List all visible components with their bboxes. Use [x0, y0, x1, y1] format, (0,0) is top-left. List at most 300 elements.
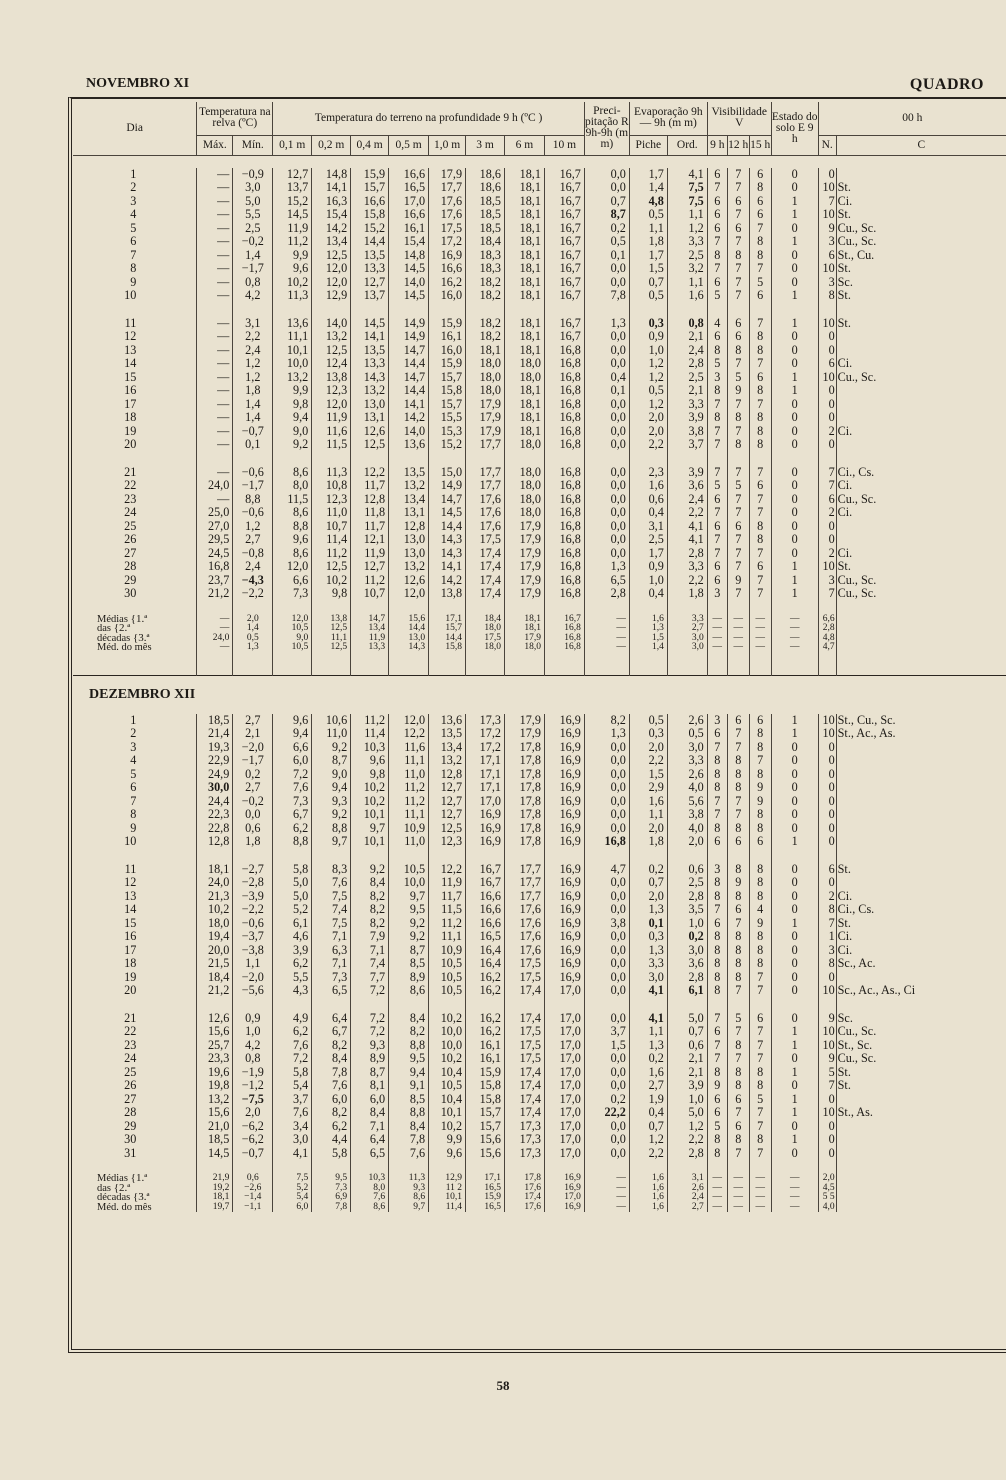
table-row	[73, 822, 1006, 836]
table-cell: 8	[707, 781, 727, 795]
table-cell: 2,3	[629, 466, 667, 480]
table-cell: 1,7	[629, 547, 667, 561]
table-cell: 18,1	[504, 195, 544, 209]
table-cell: 16,8	[544, 560, 584, 574]
table-cell: 16,9	[544, 957, 584, 971]
table-cell: 19	[124, 969, 137, 984]
col-max: Máx.	[197, 135, 233, 155]
table-cell: 16,8	[584, 835, 629, 849]
table-cell: 8,2	[351, 903, 389, 917]
table-cell: 21,5	[197, 957, 233, 971]
table-cell: 1,1	[629, 808, 667, 822]
table-cell: 17,5	[466, 634, 505, 644]
table-cell: 1,3	[584, 317, 629, 331]
table-cell: 8	[749, 957, 771, 971]
table-cell: —	[771, 1174, 818, 1184]
table-cell: 15,8	[466, 1079, 505, 1093]
table-cell: 6	[749, 1012, 771, 1026]
table-cell: 8	[749, 944, 771, 958]
table-cell: 7	[707, 741, 727, 755]
table-cell: 1,3	[233, 643, 273, 653]
table-cell: 10,4	[429, 1066, 466, 1080]
table-cell: 8	[727, 957, 749, 971]
table-cell: 10,5	[429, 984, 466, 998]
table-cell: 7	[749, 971, 771, 985]
table-cell: 20	[124, 983, 137, 997]
table-cell: 25,7	[197, 1039, 233, 1053]
table-cell: 4,2	[233, 1039, 273, 1053]
table-cell: 18,6	[466, 181, 505, 195]
table-cell: 3	[707, 371, 727, 385]
table-cell: 7	[707, 438, 727, 452]
table-cell: 1,8	[629, 235, 667, 249]
table-cell: 17,0	[544, 1120, 584, 1134]
table-cell	[836, 822, 1006, 836]
table-cell: 18,2	[466, 276, 505, 290]
table-cell: 2,7	[629, 1079, 667, 1093]
table-cell: 24,0	[197, 876, 233, 890]
table-cell: 29,5	[197, 533, 233, 547]
table-cell: −3,9	[233, 890, 273, 904]
table-cell: 14,5	[197, 1147, 233, 1161]
quadro-header: QUADRO	[909, 76, 984, 93]
table-cell: 17,7	[466, 438, 505, 452]
table-cell: 1,3	[629, 903, 667, 917]
table-cell: 12,5	[312, 560, 351, 574]
table-cell: 1	[818, 930, 836, 944]
table-cell: 8	[727, 249, 749, 263]
table-cell: 17,6	[466, 520, 505, 534]
table-cell: 6,0	[273, 1203, 312, 1213]
table-cell: 12,0	[312, 262, 351, 276]
table-cell: 3,0	[629, 971, 667, 985]
table-cell: 0,0	[584, 398, 629, 412]
table-cell: 8	[749, 822, 771, 836]
table-cell: 10	[818, 714, 836, 728]
table-cell: St., Ac., As.	[836, 727, 1006, 741]
table-cell: 8	[749, 533, 771, 547]
table-cell: 2,8	[667, 890, 707, 904]
table-cell: —	[727, 1184, 749, 1194]
table-cell: 12,9	[312, 289, 351, 303]
decade-ordinal: {1.ª	[127, 612, 148, 625]
table-cell: 6	[707, 917, 727, 931]
table-cell: −0,6	[233, 466, 273, 480]
table-cell: 1,2	[667, 222, 707, 236]
table-cell: 9	[707, 1079, 727, 1093]
table-cell: 17,8	[504, 822, 544, 836]
table-cell: 12,6	[351, 425, 389, 439]
table-cell: 1	[130, 166, 137, 181]
table-cell: 1,2	[629, 357, 667, 371]
table-cell: 7	[727, 1052, 749, 1066]
table-cell: 15,8	[351, 208, 389, 222]
table-cell: 7,4	[312, 903, 351, 917]
table-cell: St.	[836, 917, 1006, 931]
table-cell: 14,3	[429, 533, 466, 547]
table-cell: 10,4	[429, 1093, 466, 1107]
spacer-row	[73, 303, 1006, 317]
table-cell: 10	[818, 727, 836, 741]
col-ord: Ord.	[667, 135, 707, 155]
table-cell: 17,7	[466, 479, 505, 493]
table-cell: 2,4	[667, 493, 707, 507]
table-cell: 2,0	[629, 425, 667, 439]
table-cell: −1,7	[233, 262, 273, 276]
table-cell: 6,4	[351, 1133, 389, 1147]
table-row	[73, 917, 1006, 931]
table-cell: 3,3	[667, 754, 707, 768]
table-cell: 7	[707, 903, 727, 917]
table-cell: 16,5	[466, 1184, 505, 1194]
table-cell	[836, 624, 1006, 634]
table-cell: St.	[836, 181, 1006, 195]
table-cell: 22,2	[584, 1106, 629, 1120]
table-cell: 14	[124, 356, 137, 370]
table-cell: 17,6	[504, 903, 544, 917]
table-cell: 0	[771, 222, 818, 236]
table-cell: 18,0	[504, 506, 544, 520]
table-cell: 12,0	[389, 587, 429, 601]
table-cell: 5	[749, 1093, 771, 1107]
table-cell: 13,0	[389, 634, 429, 644]
table-cell: 0,0	[584, 1012, 629, 1026]
table-row	[73, 466, 1006, 480]
table-cell: 15,5	[429, 411, 466, 425]
table-cell: 9,5	[389, 903, 429, 917]
table-cell: −1,9	[233, 1066, 273, 1080]
table-cell: 11,4	[351, 727, 389, 741]
table-cell: 15,6	[466, 1147, 505, 1161]
table-cell: 10,9	[389, 822, 429, 836]
table-cell: 9,6	[273, 714, 312, 728]
table-cell: 0,5	[584, 235, 629, 249]
table-cell: 9	[727, 384, 749, 398]
table-cell: 17,8	[504, 781, 544, 795]
table-cell: 8,8	[389, 1106, 429, 1120]
table-cell: —	[771, 1184, 818, 1194]
table-cell: 13,3	[351, 262, 389, 276]
table-cell: 8	[727, 890, 749, 904]
table-cell: 24,4	[197, 795, 233, 809]
table-cell: 17,8	[504, 808, 544, 822]
table-cell: 8	[727, 863, 749, 877]
table-cell: 9,6	[351, 754, 389, 768]
table-cell: —	[707, 615, 727, 625]
table-cell: 7,2	[351, 1012, 389, 1026]
table-cell: 11,2	[429, 917, 466, 931]
table-cell: −2,2	[233, 903, 273, 917]
table-cell: 12,6	[197, 1012, 233, 1026]
table-row	[73, 835, 1006, 849]
table-cell: 11,9	[351, 634, 389, 644]
table-cell: 7	[727, 1025, 749, 1039]
table-cell: 17,7	[466, 466, 505, 480]
table-cell: 3	[707, 587, 727, 601]
table-cell: 16,1	[389, 222, 429, 236]
table-cell	[836, 330, 1006, 344]
table-cell: 17,5	[504, 971, 544, 985]
table-cell: 18,0	[504, 479, 544, 493]
table-cell: 9	[749, 917, 771, 931]
table-cell: 2,5	[233, 222, 273, 236]
table-cell: 16,6	[466, 917, 505, 931]
table-cell: 6	[749, 560, 771, 574]
table-cell: 4,7	[818, 643, 836, 653]
table-cell: 1,4	[233, 249, 273, 263]
table-cell: 0	[771, 425, 818, 439]
table-cell: 16,7	[544, 168, 584, 182]
table-cell: 12,2	[389, 727, 429, 741]
table-cell: 26	[124, 532, 137, 546]
table-cell: Cu., Sc.	[836, 1052, 1006, 1066]
spacer-row	[73, 1160, 1006, 1174]
table-cell: 14,5	[389, 289, 429, 303]
table-cell: 4,4	[312, 1133, 351, 1147]
table-cell: 6	[749, 479, 771, 493]
table-cell: 17,9	[504, 727, 544, 741]
table-cell: 3,8	[667, 808, 707, 822]
table-cell: 13,3	[351, 643, 389, 653]
table-cell: 10,2	[273, 276, 312, 290]
table-row	[73, 808, 1006, 822]
table-cell: 13,6	[429, 714, 466, 728]
table-cell: 5	[707, 1120, 727, 1134]
table-cell: 0,1	[584, 384, 629, 398]
table-cell: 13,1	[351, 411, 389, 425]
table-cell: 13,5	[351, 344, 389, 358]
table-cell: 1,8	[667, 587, 707, 601]
table-cell: 17,8	[504, 741, 544, 755]
table-cell: 11,6	[312, 425, 351, 439]
table-cell	[836, 168, 1006, 182]
table-cell: 0	[771, 249, 818, 263]
table-cell: 3,0	[273, 1133, 312, 1147]
table-cell: 12,6	[389, 574, 429, 588]
table-cell: 8	[707, 1066, 727, 1080]
table-cell: 15,7	[429, 398, 466, 412]
table-cell: 8	[707, 384, 727, 398]
table-cell: 12,8	[197, 835, 233, 849]
table-cell: 10,5	[429, 971, 466, 985]
table-cell: 0	[771, 808, 818, 822]
table-cell: 16,6	[429, 262, 466, 276]
table-row	[73, 1133, 1006, 1147]
table-cell: —	[197, 438, 233, 452]
table-cell: 6	[130, 780, 137, 794]
table-cell: 8,2	[389, 1025, 429, 1039]
table-cell: −4,3	[233, 574, 273, 588]
table-cell: Ci., Cs.	[836, 466, 1006, 480]
table-cell: 17,9	[466, 425, 505, 439]
table-cell: 0,5	[629, 289, 667, 303]
table-cell: 8	[707, 249, 727, 263]
table-cell: 2,7	[233, 781, 273, 795]
table-cell: 3,0	[233, 181, 273, 195]
table-cell: 18,1	[466, 344, 505, 358]
table-cell: 7	[707, 547, 727, 561]
table-cell: 3,4	[273, 1120, 312, 1134]
table-cell: 1,8	[233, 835, 273, 849]
table-cell: 17,5	[504, 1025, 544, 1039]
table-cell: 14,7	[351, 615, 389, 625]
table-cell: 13,4	[389, 493, 429, 507]
col-depth: 1,0 m	[429, 135, 466, 155]
table-cell: 8,9	[351, 1052, 389, 1066]
table-cell: 8	[727, 768, 749, 782]
table-cell: 7	[749, 506, 771, 520]
table-cell: 9,6	[429, 1147, 466, 1161]
table-cell: 21	[124, 1010, 137, 1025]
table-cell: 8	[749, 181, 771, 195]
table-cell: 9,4	[273, 411, 312, 425]
col-visib: Visibilidade V	[707, 102, 771, 135]
table-cell: 13,0	[389, 533, 429, 547]
table-cell: 8	[818, 957, 836, 971]
table-cell: 16,8	[544, 506, 584, 520]
table-cell: 14,1	[389, 398, 429, 412]
table-cell: 5,4	[273, 1079, 312, 1093]
table-cell: 6	[727, 222, 749, 236]
table-cell: 4	[130, 207, 137, 221]
table-cell: 2,0	[233, 1106, 273, 1120]
table-cell: 6,2	[273, 1025, 312, 1039]
table-cell: 0,0	[584, 547, 629, 561]
table-cell: 0,5	[629, 714, 667, 728]
table-cell: 16,9	[429, 249, 466, 263]
table-row	[73, 181, 1006, 195]
table-cell: 0,5	[629, 208, 667, 222]
table-cell: 4,1	[667, 520, 707, 534]
table-cell: —	[707, 1203, 727, 1213]
table-cell: 3,9	[667, 411, 707, 425]
table-cell: 0,0	[584, 808, 629, 822]
table-cell: 0,7	[629, 1120, 667, 1134]
table-cell: 2,4	[233, 560, 273, 574]
table-cell: 12,1	[351, 533, 389, 547]
table-cell: 0,0	[584, 357, 629, 371]
table-cell: 3,9	[667, 1079, 707, 1093]
table-cell: 17,8	[504, 768, 544, 782]
table-row	[73, 479, 1006, 493]
table-cell: 22,8	[197, 822, 233, 836]
table-cell: —	[197, 235, 233, 249]
table-cell: 17,3	[504, 1147, 544, 1161]
table-cell: 8	[749, 808, 771, 822]
table-cell: 8	[130, 261, 137, 275]
table-cell: −2,8	[233, 876, 273, 890]
table-cell: 4,0	[667, 781, 707, 795]
table-cell: 17,0	[544, 1066, 584, 1080]
table-cell: —	[197, 624, 233, 634]
table-cell	[836, 1133, 1006, 1147]
table-cell: 9	[130, 274, 137, 289]
table-row	[73, 208, 1006, 222]
table-cell: 14,0	[389, 276, 429, 290]
table-cell: 6	[727, 903, 749, 917]
table-cell: −0,7	[233, 1147, 273, 1161]
table-cell: 1,6	[629, 615, 667, 625]
table-cell: 17,4	[504, 1066, 544, 1080]
table-cell: 17,4	[504, 1079, 544, 1093]
table-cell: 8,1	[351, 1079, 389, 1093]
table-cell: 5	[818, 1066, 836, 1080]
table-cell: 17,4	[466, 547, 505, 561]
table-cell: 25,0	[197, 506, 233, 520]
table-cell: 1	[771, 1025, 818, 1039]
table-cell: 2,5	[667, 876, 707, 890]
table-cell: 0	[818, 822, 836, 836]
table-cell: 7	[707, 262, 727, 276]
table-cell	[836, 795, 1006, 809]
table-cell: 7	[749, 398, 771, 412]
table-cell: —	[197, 222, 233, 236]
table-cell: 4	[749, 903, 771, 917]
table-cell: 1,3	[584, 560, 629, 574]
table-cell: 22,3	[197, 808, 233, 822]
table-cell: 3	[818, 574, 836, 588]
table-cell: 18,2	[466, 289, 505, 303]
table-cell: 7,6	[312, 1079, 351, 1093]
table-cell: 0,0	[584, 1066, 629, 1080]
table-cell: 7	[707, 1052, 727, 1066]
table-cell: 0,0	[584, 520, 629, 534]
table-cell: 2,1	[667, 1052, 707, 1066]
table-cell: 7,3	[312, 1184, 351, 1194]
table-cell: 12,7	[429, 781, 466, 795]
table-cell: Ci.	[836, 890, 1006, 904]
table-cell: 8	[749, 876, 771, 890]
table-cell: —	[727, 634, 749, 644]
table-cell: 3,0	[667, 634, 707, 644]
table-cell	[836, 876, 1006, 890]
table-cell: —	[707, 643, 727, 653]
table-cell: −0,2	[233, 795, 273, 809]
table-cell: 8	[818, 289, 836, 303]
table-cell: 7	[727, 208, 749, 222]
table-cell: 5	[749, 276, 771, 290]
table-cell: 8	[727, 754, 749, 768]
table-cell: 17,5	[429, 222, 466, 236]
table-cell: 0,6	[667, 863, 707, 877]
table-cell: 1	[771, 195, 818, 209]
table-cell: 7,2	[273, 1052, 312, 1066]
table-cell: 0	[818, 384, 836, 398]
table-cell: 9,4	[273, 727, 312, 741]
table-cell: 8	[707, 822, 727, 836]
table-cell: 1,5	[584, 1039, 629, 1053]
table-cell: 13,3	[351, 357, 389, 371]
table-cell: 11,5	[429, 903, 466, 917]
table-cell: 18,1	[504, 330, 544, 344]
table-cell: 0	[771, 262, 818, 276]
table-cell: 2,8	[818, 624, 836, 634]
table-cell: 6	[749, 168, 771, 182]
table-cell: 2,0	[629, 411, 667, 425]
table-cell: 18,0	[504, 371, 544, 385]
table-cell: 15,6	[197, 1106, 233, 1120]
table-cell: 18	[124, 410, 137, 424]
table-cell: St.	[836, 863, 1006, 877]
table-cell: 8	[749, 344, 771, 358]
table-cell: 2,2	[667, 506, 707, 520]
table-cell: 10	[818, 984, 836, 998]
table-cell: 18,1	[504, 398, 544, 412]
table-cell: 17,4	[466, 587, 505, 601]
table-cell: 0,6	[629, 493, 667, 507]
table-cell: 19,8	[197, 1079, 233, 1093]
table-cell: 6	[818, 249, 836, 263]
